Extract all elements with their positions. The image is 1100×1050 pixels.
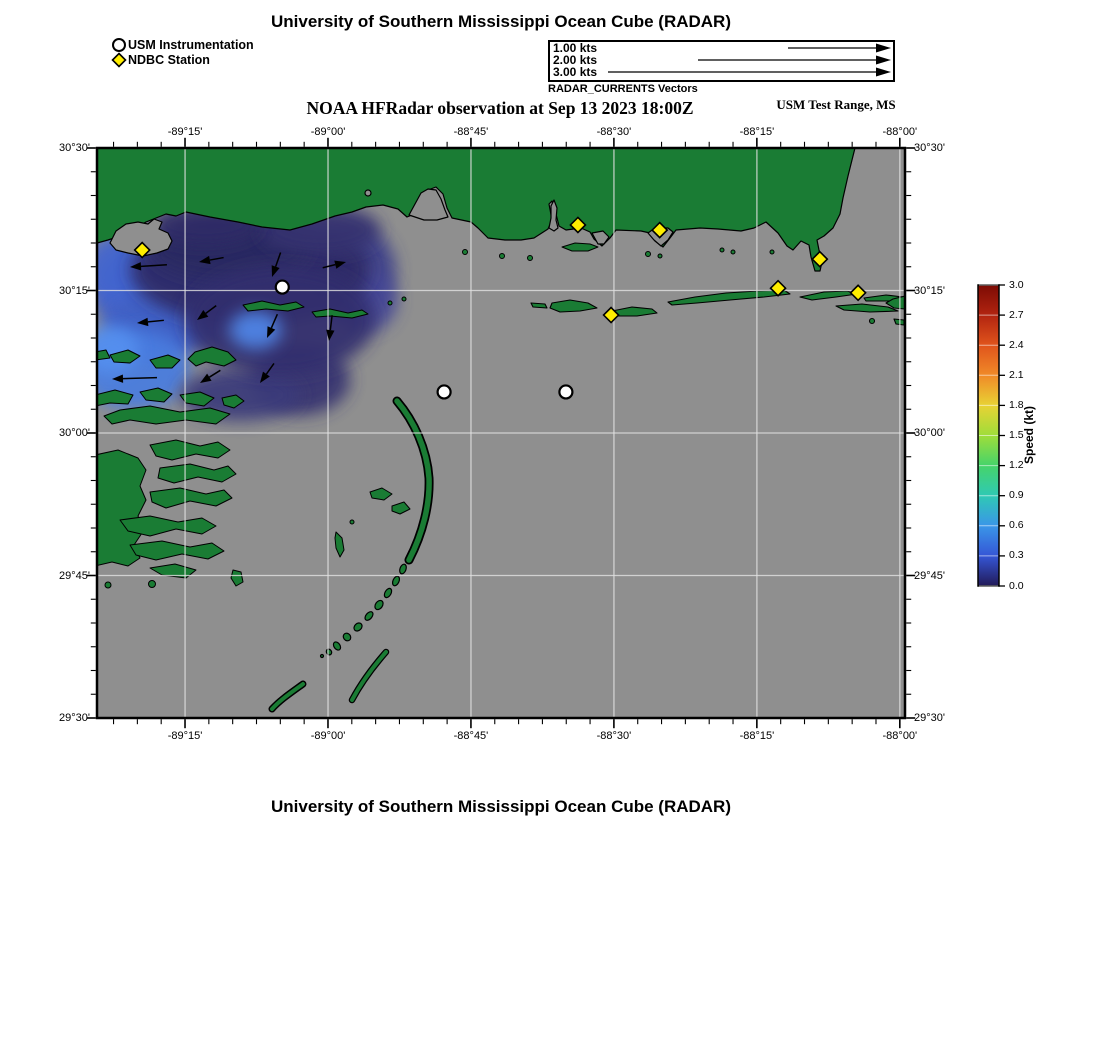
- colorbar-tick-label: 1.8: [1009, 398, 1024, 411]
- page-title: University of Southern Mississippi Ocean Cube (RADAR): [270, 12, 731, 31]
- scale-row-3: 3.00 kts: [553, 65, 598, 79]
- x-axis-label-bottom: -89°15': [167, 730, 203, 742]
- usm-instrumentation-marker: [438, 385, 451, 398]
- colorbar: [978, 285, 1005, 586]
- colorbar-tick-label: 0.3: [1009, 549, 1024, 562]
- x-axis-label-top: -88°45': [453, 126, 489, 138]
- colorbar-tick-label: 0.6: [1009, 519, 1024, 532]
- colorbar-tick-label: 1.5: [1009, 429, 1024, 441]
- x-axis-label-top: -88°00': [882, 126, 918, 138]
- legend-item-usm: USM Instrumentation: [128, 38, 254, 52]
- x-axis-label-top: -88°30': [596, 126, 632, 138]
- scale-row-2: 2.00 kts: [553, 53, 598, 67]
- observation-subtitle: NOAA HFRadar observation at Sep 13 2023 18:00Z: [306, 98, 694, 118]
- y-axis-label-right: 30°15': [914, 284, 945, 297]
- y-axis-label-right: 29°45': [914, 569, 945, 582]
- y-axis-label-right: 29°30': [914, 712, 945, 724]
- y-axis-label-left: 29°45': [59, 569, 90, 582]
- legend-symbols: [110, 36, 128, 70]
- colorbar-tick-label: 1.2: [1009, 459, 1024, 472]
- y-axis-label-left: 30°00': [59, 427, 90, 439]
- x-axis-label-bottom: -88°15': [739, 730, 775, 742]
- y-axis-label-left: 30°15': [59, 284, 90, 297]
- y-axis-label-right: 30°30': [914, 142, 945, 154]
- colorbar-title: Speed (kt): [1022, 406, 1036, 465]
- scale-row-1: 1.00 kts: [553, 41, 598, 55]
- colorbar-tick-label: 2.4: [1009, 338, 1024, 351]
- colorbar-tick-label: 3.0: [1009, 278, 1024, 291]
- x-axis-label-bottom: -88°00': [882, 730, 918, 742]
- y-axis-label-left: 30°30': [59, 142, 90, 154]
- x-axis-label-bottom: -88°45': [453, 730, 489, 742]
- y-axis-label-right: 30°00': [914, 427, 945, 439]
- usm-circle-icon: [113, 39, 125, 51]
- x-axis-label-bottom: -88°30': [596, 730, 632, 742]
- radar-speed-patch: [82, 326, 138, 374]
- y-axis-label-left: 29°30': [59, 712, 90, 724]
- x-axis-label-top: -89°00': [310, 126, 346, 138]
- inland-pond: [365, 190, 371, 196]
- colorbar-tick-label: 0.0: [1009, 579, 1024, 592]
- x-axis-label-top: -88°15': [739, 126, 775, 138]
- colorbar-tick-label: 0.9: [1009, 489, 1024, 502]
- usm-instrumentation-marker: [559, 385, 572, 398]
- test-range-label: USM Test Range, MS: [776, 97, 896, 112]
- usm-instrumentation-marker: [276, 281, 289, 294]
- x-axis-label-top: -89°15': [167, 126, 203, 138]
- legend-item-ndbc: NDBC Station: [128, 53, 210, 67]
- ndbc-diamond-icon: [113, 54, 126, 67]
- x-axis-label-bottom: -89°00': [310, 730, 346, 742]
- bottom-page-title: University of Southern Mississippi Ocean Cube (RADAR): [270, 797, 731, 816]
- vector-scale-caption: RADAR_CURRENTS Vectors: [548, 83, 698, 95]
- colorbar-tick-label: 2.1: [1009, 368, 1024, 381]
- colorbar-tick-label: 2.7: [1009, 308, 1024, 321]
